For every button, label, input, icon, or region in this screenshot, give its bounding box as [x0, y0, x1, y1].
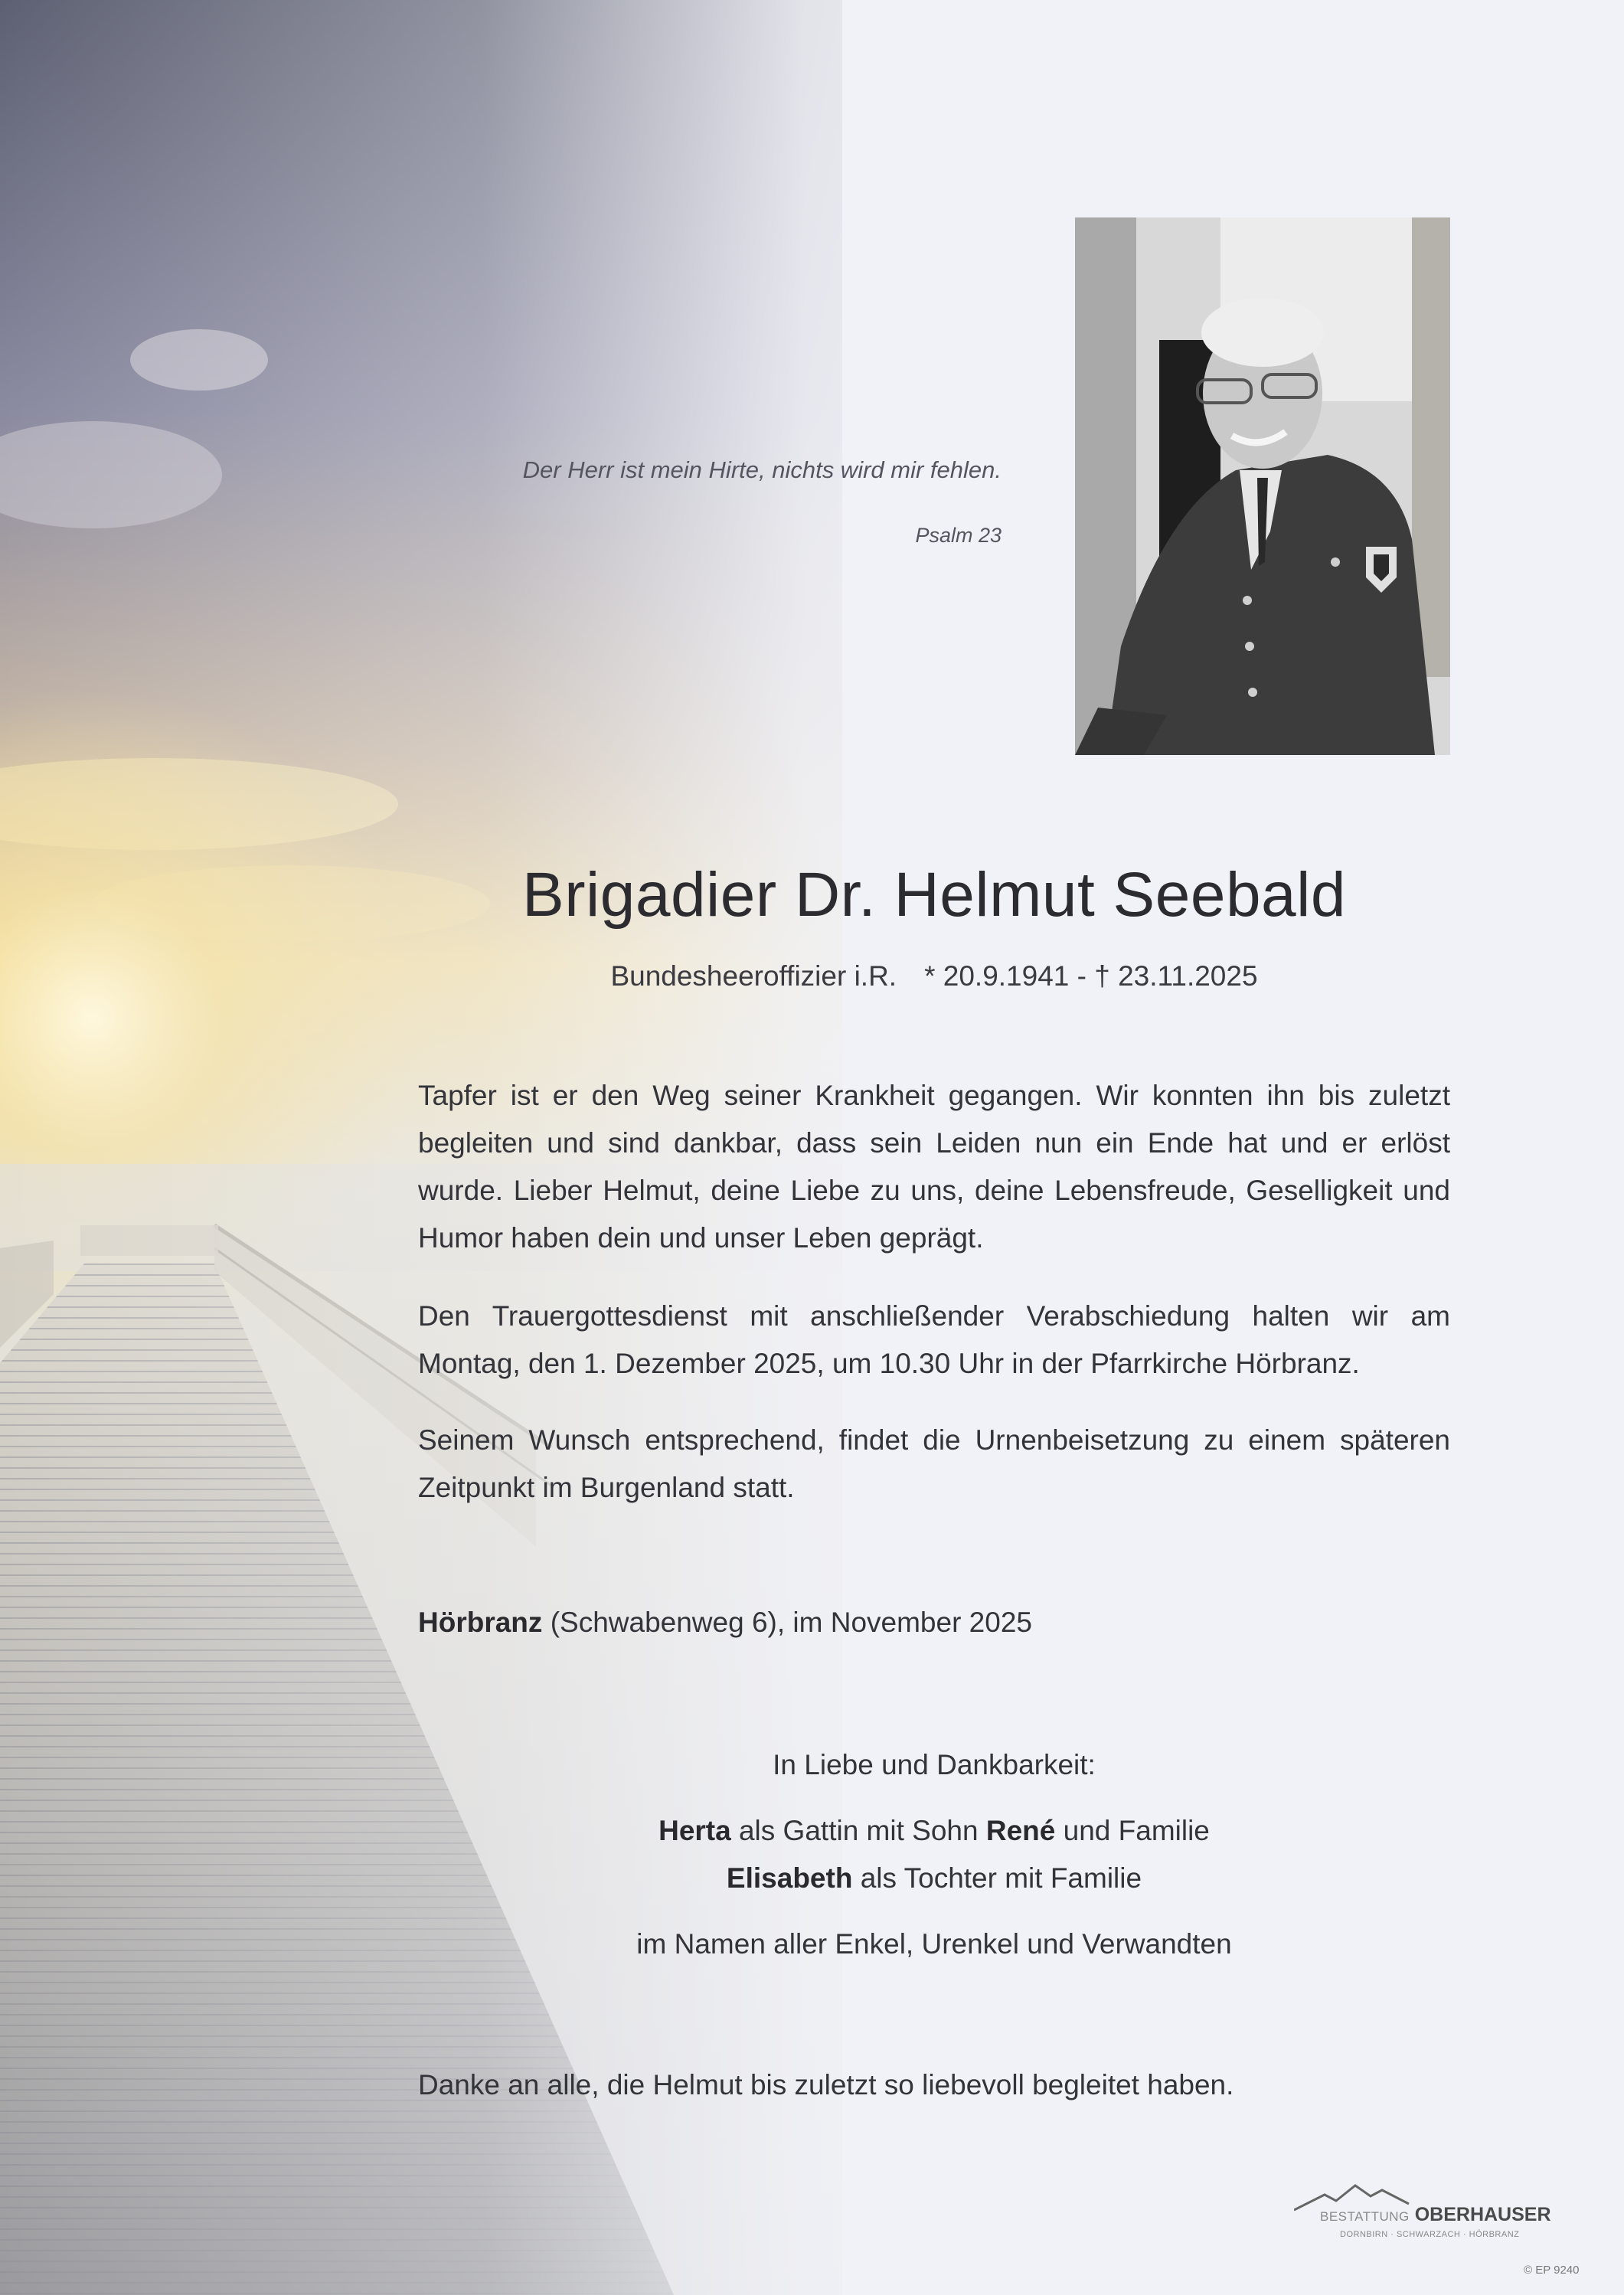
deceased-name: Brigadier Dr. Helmut Seebald: [522, 860, 1346, 930]
body-paragraph-funeral-service: Den Trauergottesdienst mit anschließender Verabschiedung halten wir am Montag, den 1. Dezember 2025, um 10.30 Uhr in der Pfarrkirche Hörbranz.: [418, 1300, 1450, 1379]
logo-name: OBERHAUSER: [1414, 2204, 1551, 2225]
mourner-name: Herta: [658, 1815, 731, 1846]
mourner-line-wife: Herta als Gattin mit Sohn René und Familie: [658, 1815, 1210, 1846]
deceased-subtitle: [306, 960, 1562, 992]
body-paragraph-urn-burial: Seinem Wunsch entsprechend, findet die Urnenbeisetzung zu einem späteren Zeitpunkt im Burgenland statt.: [418, 1424, 1450, 1503]
place-date-line: [418, 1607, 1032, 1639]
deceased-dates: * 20.9.1941 - † 23.11.2025: [924, 960, 1258, 992]
logo-prefix: BESTATTUNG: [1320, 2209, 1410, 2224]
print-code: © EP 9240: [1524, 2264, 1580, 2277]
funeral-home-logo: [1294, 2181, 1554, 2241]
body-paragraph-illness: Tapfer ist er den Weg seiner Krankheit gegangen. Wir konnten ihn bis zuletzt begleiten und sind dankbar, dass sein Leiden nun ein Ende hat und er erlöst wurde. Lieber Helmut, deine Liebe zu uns, deine Lebensfreude, Geselligkeit und Humor haben dein und unser Leben geprägt.: [418, 1080, 1450, 1254]
psalm-quote: Der Herr ist mein Hirte, nichts wird mir fehlen.: [522, 456, 1002, 483]
mourner-line-daughter: Elisabeth als Tochter mit Familie: [726, 1862, 1142, 1894]
thanks-line: Danke an alle, die Helmut bis zuletzt so liebevoll begleitet haben.: [418, 2069, 1234, 2100]
place-town: Hörbranz: [418, 1607, 543, 1638]
mourner-name: René: [985, 1815, 1056, 1846]
logo-locations: DORNBIRN · SCHWARZACH · HÖRBRANZ: [1340, 2230, 1520, 2239]
mourner-line-relatives: im Namen aller Enkel, Urenkel und Verwandten: [636, 1928, 1232, 1960]
mourner-name: Elisabeth: [726, 1862, 853, 1894]
place-details: (Schwabenweg 6), im November 2025: [550, 1607, 1032, 1638]
psalm-reference: Psalm 23: [915, 524, 1002, 547]
deceased-profession: Bundesheeroffizier i.R.: [610, 960, 897, 992]
closing-heading: In Liebe und Dankbarkeit:: [773, 1749, 1096, 1780]
portrait-photo: [1075, 217, 1450, 755]
